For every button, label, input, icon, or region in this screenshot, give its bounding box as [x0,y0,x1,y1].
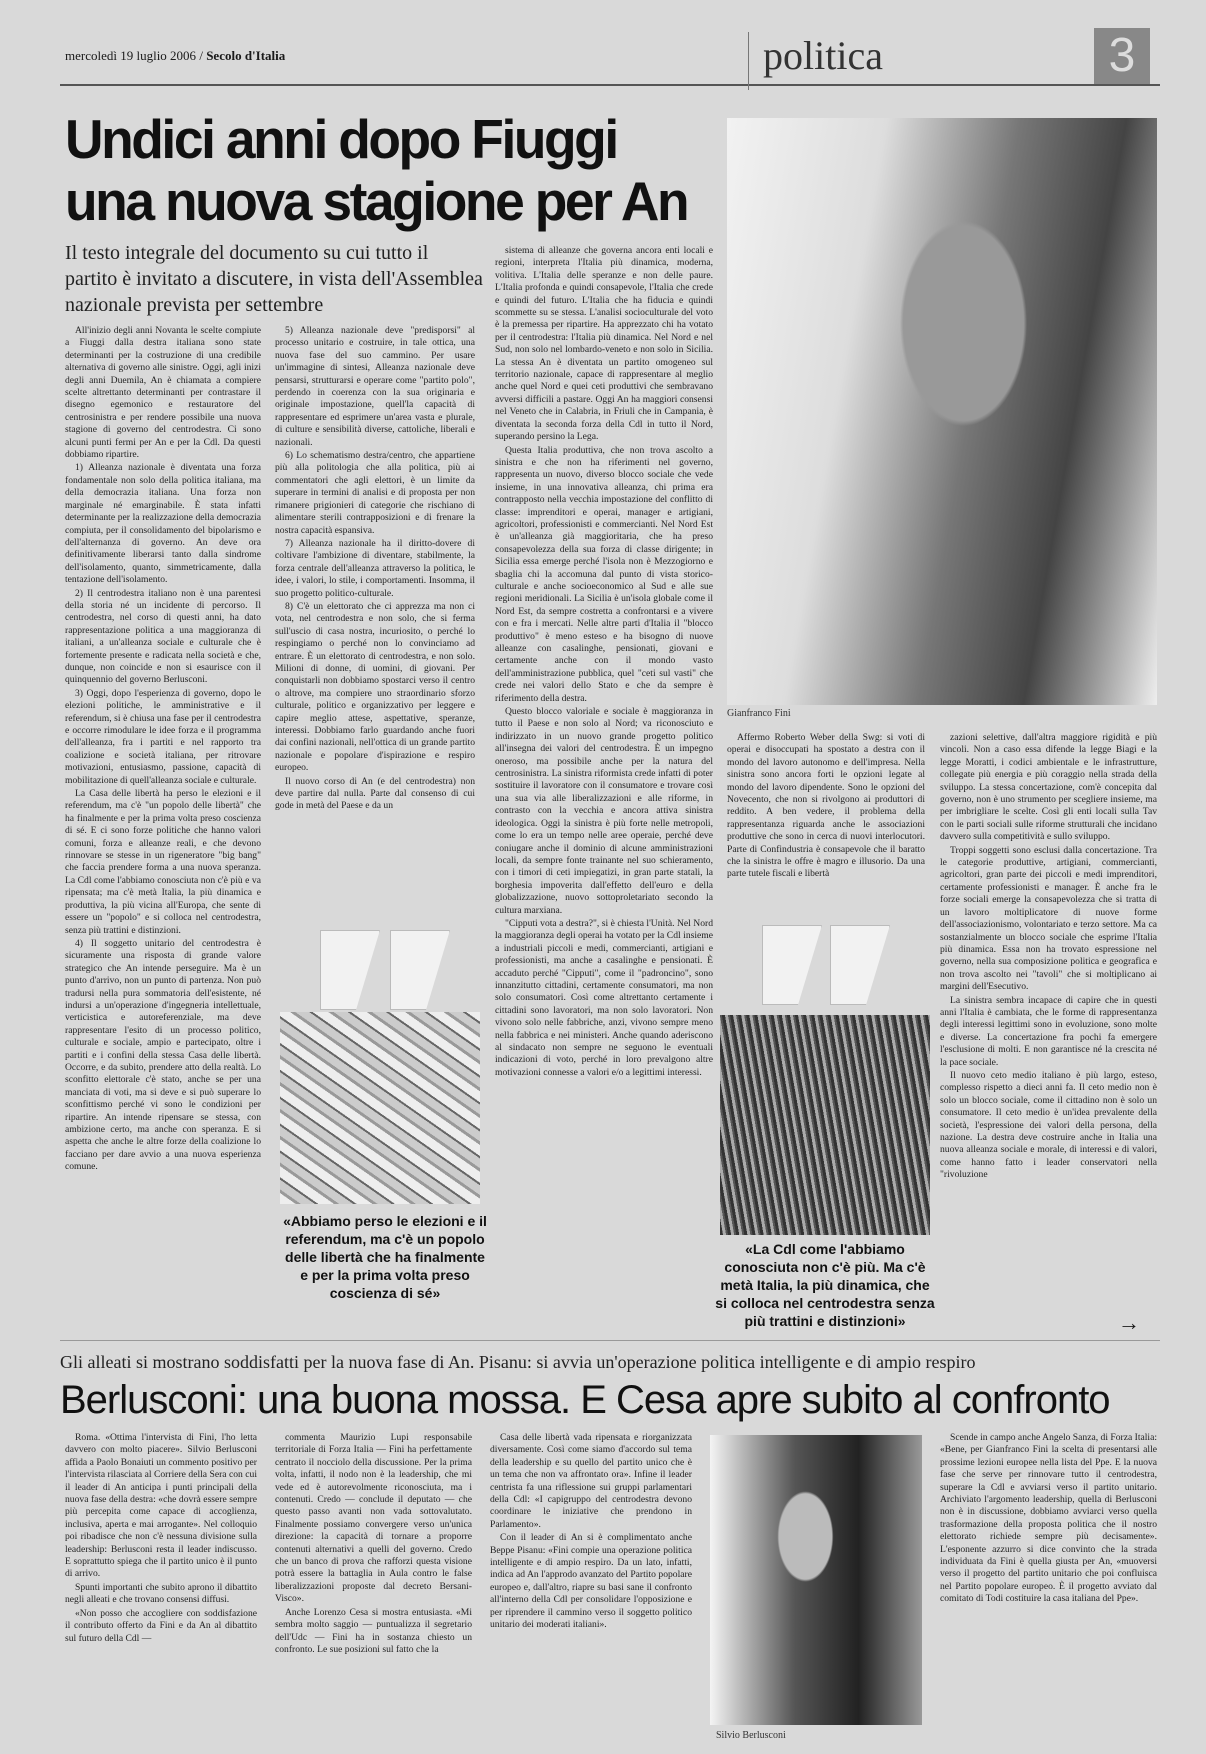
quote-mark-icon [320,930,380,1010]
article-column-4 [727,732,925,912]
headline-line-2: una nuova stagione per An [65,170,688,232]
article2-column-3 [490,1432,692,1742]
continue-arrow-icon: → [1118,1310,1140,1335]
paragraph: Affermo Roberto Weber della Swg: si voti di operai e disoccupati ha spostato a destra con il mondo del lavoro autonomo e dell'impresa. Nella sinistra sono ancora forti le opzioni legate al mondo del lavoro dipendente. Sono le opzioni del Novecento, che non si rivolgono ai produttori di reddito. A ben vedere, il problema della rappresentanza riguarda anche le associazioni produttive che sono in cerca di nuovi interlocutori. Parte di Confindustria è consapevole che il baratto che la sinistra le offre è magro e illusorio. Da una parte tutele fiscali e libertà [727,732,925,880]
paragraph: All'inizio degli anni Novanta le scelte compiute a Fiuggi dalla destra italiana sono state determinanti per la costruzione di una credibile alternativa di governo alle sinistre. Oggi, agli inizi degli anni Duemila, An è chiamata a compiere scelte altrettanto determinanti per contrastare il disegno egemonico e restauratore del centrosinistra e per rendere possibile una nuova stagione di governo del centrodestra. Ci sono alcuni punti fermi per An e per la Cdl. Da questi dobbiamo ripartire. [65,325,261,461]
paragraph: 3) Oggi, dopo l'esperienza di governo, dopo le elezioni politiche, le amministrative e il referendum, si è chiusa una fase per il centrodestra e occorre rimodulare le idee forza e il programma dell'alleanza, fra i partiti e nel rapporto tra coalizione e società italiana, per ritrovare motivazioni, entusiasmo, passione, capacità di mobilitazione di quell'alleanza sociale e culturale. [65,687,261,786]
article-divider [60,1340,1160,1341]
pull-quote-2: «La Cdl come l'abbiamo conosciuta non c'è più. Ma c'è metà Italia, la più dinamica, che si colloca nel centrodestra senza più trattini e distinzioni» [715,1241,935,1329]
pull-quote-1: «Abbiamo perso le elezioni e il referendum, ma c'è un popolo delle libertà che ha finalmente e per la prima volta preso coscienza di sé» [283,1213,487,1301]
paragraph: sistema di alleanze che governa ancora enti locali e regioni, interpreta l'Italia più dinamica, moderna, volitiva. L'Italia delle speranze e non delle paure. L'Italia profonda e quindi consapevole, l'Italia che crede e quindi del futuro. L'Italia che ha fiducia e quindi scommette su se stessa. L'analisi socioculturale del voto è la premessa per ripartire. Ha apprezzato chi ha votato per il centrodestra: l'Italia più dinamica. Nel Nord e nel Sud, non solo nel lombardo-veneto e non solo in Sicilia. La stessa An è diventata un partito omogeneo sul territorio nazionale, capace di rappresentare al meglio anche quel Nord e quei ceti produttivi che sembravano avversi difficili a pastare. Oggi An ha maggiori consensi nel Veneto che in Calabria, in Friuli che in Campania, è diventata la seconda forza della Cdl in tutto il Nord, superando persino la Lega. [495,245,713,443]
article-column-5 [940,732,1157,1307]
paragraph: 5) Alleanza nazionale deve "predisporsi" al processo unitario e costruire, in tale ottica, una nuova fase del suo cammino. Per usare un'immagine di sintesi, Alleanza nazionale deve pensarsi, strutturarsi e operare come "partito polo", perdendo in coerenza con la sua originaria e originale impostazione, quell'la capacità di rappresentare ed esprimere un'area vasta e plurale, di culture e sensibilità diverse, cattoliche, liberali e nazionali. [275,325,475,448]
article2-column-1 [65,1432,257,1742]
paragraph: La sinistra sembra incapace di capire che in questi anni l'Italia è cambiata, che le forme di rappresentanza degli interessi legittimi sono in evoluzione, sono molte e diverse. La concertazione fra pochi fa emergere l'esclusione di molti. E non garantisce né la crescita né la pace sociale. [940,994,1157,1068]
article-headline [65,108,705,232]
paragraph: Il nuovo ceto medio italiano è più largo, esteso, complesso rispetto a dieci anni fa. Il ceto medio non è solo un blocco sociale, come il cittadino non è solo un consumatore. Il ceto medio è un'idea prevalente della società, l'espressione dei valori della persona, della nazione. La destra deve costruire anche in Italia una nuova alleanza sociale e morale, di interessi e di valori, come hanno fatto i leader conservatori nella "rivoluzione [940,1069,1157,1181]
article2-column-5 [940,1432,1157,1742]
article-column-2 [275,325,475,925]
paragraph: Il nuovo corso di An (e del centrodestra) non deve partire dal nulla. Parte dal consenso di cui gode in metà del Paese e da un [275,775,475,812]
paragraph: 2) Il centrodestra italiano non è una parentesi della storia né un incidente di percorso. Il centrodestra, nel corso di questi anni, ha dato rappresentazione politica a una maggioranza di italiani, a un'alleanza sociale e culturale che è fortemente presente e radicata nella società e che, dunque, non coincide e non si esaurisce con il quinquennio del governo Berlusconi. [65,587,261,686]
paragraph: «Non posso che accogliere con soddisfazione il contributo offerto da Fini e da An al dibattito sul futuro della Cdl — [65,1607,257,1644]
article-subhead: Il testo integrale del documento su cui tutto il partito è invitato a discutere, in vista dell'Assemblea nazionale prevista per settembre [65,242,483,316]
headline-line-1: Undici anni dopo Fiuggi [65,108,617,170]
quote-mark-icon [762,925,822,1005]
paragraph: zazioni selettive, dall'altra maggiore rigidità e più vincoli. Non a caso essa difende la legge Biagi e la legge Moratti, i codici ambientale e le infrastrutture, collegate più energia e più coraggio nella strada della sviluppo. La stessa concertazione, com'è concepita dal governo, non è uno strumento per scegliere insieme, ma per imbrigliare le scelte. Così gli enti locali sulla Tav con le parti sociali sulle riforme strutturali che incidano davvero sulla competitività e sullo sviluppo. [940,732,1157,843]
paragraph: Con il leader di An si è complimentato anche Beppe Pisanu: «Fini compie una operazione politica intelligente e di ampio respiro. Da un lato, infatti, indica ad An l'approdo avanzato del Partito popolare europeo e, dall'altro, riapre su basi sane il confronto all'interno della Cdl per consolidare l'opposizione e per riprendere il cammino verso il soggetto politico unitario dei moderati italiani». [490,1532,692,1631]
article2-kicker: Gli alleati si mostrano soddisfatti per la nuova fase di An. Pisanu: si avvia un'operazione politica intelligente e di ampio respiro [60,1352,976,1372]
article2-column-2 [275,1432,472,1742]
paragraph: 7) Alleanza nazionale ha il diritto-dovere di coltivare l'ambizione di diventare, stabilmente, la forza centrale dell'alleanza attraverso la politica, le idee, i valori, lo stile, i comportamenti. Insomma, il suo progetto politico-culturale. [275,537,475,599]
paragraph: 8) C'è un elettorato che ci apprezza ma non ci vota, nel centrodestra e non solo, che si ferma sull'uscio di casa nostra, incuriosito, o perché lo respingiamo o perché non lo convinciamo ad entrare. È un elettorato di centrodestra, e non solo. Milioni di donne, di uomini, di giovani. Per conquistarli non dobbiamo spostarci verso il centro o altrove, ma compiere uno straordinario sforzo culturale, politico e organizzativo per leggere e capire meglio attese, aspettative, speranze, interessi. Dobbiamo farlo guardando anche fuori dai confini nazionali, nell'ottica di un grande partito nazionale e popolare d'ispirazione e respiro europeo. [275,600,475,774]
photo-ballots [280,1012,480,1204]
page-number: 3 [1094,28,1150,84]
photo-berlusconi [710,1435,922,1725]
paragraph: "Cipputi vota a destra?", si è chiesta l'Unità. Nel Nord la maggioranza degli operai ha votato per la Cdl insieme a industriali piccoli e medi, commercianti, artigiani e professionisti, ma anche a casalinghe e pensionati. È accaduto perché "Cipputi", come il "padroncino", sono innanzitutto cittadini, certamente consumatori, ma non solo consumatori. Così come altrettanto certamente i cittadini sono lavoratori, ma non solo lavoratori. Non vivono solo nelle fabbriche, anzi, vivono sempre meno nella fabbrica e nei ministeri. Anche quando aderiscono al sindacato non sempre ne seguono le eventuali indicazioni di voto, perché in loro prevalgono altre motivazioni connesse a valori e/o a legittimi interessi. [495,917,713,1078]
paragraph: 6) Lo schematismo destra/centro, che appartiene più alla politologia che alla politica, più ai commentatori che agli elettori, è un limite da superare in termini di analisi e di proposta per non rimanere prigionieri di categorie che rischiano di alimentare sterili contrapposizioni e di frenare la nostra capacità espansiva. [275,450,475,536]
photo-caption-berlusconi: Silvio Berlusconi [716,1730,786,1741]
article-column-3 [495,245,713,1335]
paragraph: commenta Maurizio Lupi responsabile territoriale di Forza Italia — Fini ha perfettamente centrato il nocciolo della discussione. Per la prima volta, infatti, il nodo non è la leadership, che mi vede ed è autorevolmente riconosciuta, ma i contenuti. Credo — conclude il deputato — che questo passo avanti non vada sottovalutato. Finalmente possiamo convergere verso un'unica direzione: la capacità di tornare a proporre contenuti alternativi a quelli del governo. Credo che un banco di prova che rafforzi questa visione potrà essere la battaglia in Aula contro le false liberalizzazioni proposte dal decreto Bersani-Visco». [275,1432,472,1605]
section-title: politica [748,32,958,90]
article2-headline: Berlusconi: una buona mossa. E Cesa apre subito al confronto [60,1378,1110,1422]
photo-crowd [720,1015,930,1235]
paragraph: Questo blocco valoriale e sociale è maggioranza in tutto il Paese e non solo al Nord; va riconosciuto e indirizzato in un nuovo grande progetto politico all'insegna dei valori del centrodestra. È un impegno oneroso, ma possibile anche per la natura del centrosinistra. La sinistra riformista crede infatti di poter sostituire il lavoratore con il consumatore e trovare così una sua via alle liberalizzazioni e alle riforme, in contrasto con la vecchia e ancora attiva sinistra ideologica. Oggi la sinistra è più forte nelle metropoli, come lo era un tempo nelle aree operaie, perché deve coniugare anche il dominio di alcune amministrazioni locali, da sempre fonte trainante nel suo schieramento, con i timori di ceti impiegatizi, in gran parte statali, la borghesia impoverita dall'effetto dell'euro e della globalizzazione, nuovo sottoproletariato secondo la cultura marxiana. [495,706,713,916]
photo-caption: Gianfranco Fini [727,708,791,719]
paragraph: Spunti importanti che subito aprono il dibattito negli alleati e che trovano consensi diffusi. [65,1581,257,1606]
paragraph: Questa Italia produttiva, che non trova ascolto a sinistra e che non ha riferimenti nel governo, rappresenta un nuovo, diverso blocco sociale che vede insieme, in una innovativa alleanza, chi prima era contrapposto nella vecchia impostazione del conflitto di classe: imprenditori e operai, manager e artigiani, agricoltori, professionisti e commercianti. Nel Nord Est è un'alleanza già maggioritaria, che ha preso consapevolezza della sua forza di classe dirigente; in Sicilia essa emerge perché l'isola non è Mezzogiorno e sbaglia chi la accomuna dal punto di vista storico-culturale e anche socioeconomico al Sud e alle sue regioni meridionali. La Sicilia è un'isola globale come il Nord Est, da sempre costretta a confrontarsi e a vivere con e fra i mercati. Nelle altre parti d'Italia il "blocco produttivo" è meno esteso e ha bisogno di nuove alleanze con casalinghe, pensionati, giovani e certamente anche con il mondo vasto dell'amministrazione pubblica, quel "ceti sul vasti" che crede nei valori dello Stato e che da sempre è riferimento della destra. [495,444,713,704]
photo-fini [727,118,1157,705]
paragraph: Casa delle libertà vada ripensata e riorganizzata diversamente. Così come siamo d'accordo sul tema della leadership e su quello del partito unico che è un tema che non va affrontato ora». Infine il leader centrista fa una riflessione sui gruppi parlamentari della Cdl: «I capigruppo del centrodestra devono coordinare le iniziative che prendono in Parlamento». [490,1432,692,1530]
paragraph: Troppi soggetti sono esclusi dalla concertazione. Tra le categorie produttive, artigiani, commercianti, agricoltori, gran parte dei piccoli e medi imprenditori, certamente professionisti e manager. È anche fra le forze sociali emerge la consapevolezza che si tratta di un lavoro moltiplicatore di nuove forme dell'associazionismo, volontariato e terzo settore. Ma ca sostanzialmente un blocco sociale che esprime l'Italia più dinamica. Essa non ha trovato espressione nel governo, nella sua composizione politica e geografica e non trova ascolto nei "tavoli" che si moltiplicano ai margini dell'Esecutivo. [940,844,1157,993]
paragraph: 4) Il soggetto unitario del centrodestra è sicuramente una risposta di grande valore strategico che An intende perseguire. Ma è un punto d'arrivo, non un punto di partenza. Non può tradursi nella pura sommatoria dell'esistente, né indursi a un'operazione d'ingegneria intellettuale, verticistica e autoreferenziale, ma deve rappresentare l'esito di un processo politico, culturale e sociale, ampio e partecipato, oltre i partiti e i confini della stessa Casa delle libertà. Occorre, e da subito, prendere atto della realtà. Lo sconfitto elettorale c'è stato, anche se per una manciata di voti, ma si deve e si può superare lo sconfittismo perché vi sono le condizioni per ripartire. An intende ripensare se stessa, con ambizione certo, ma anche con speranza. E si aspetta che anche le altre forze della coalizione lo facciano per dare avvio a una nuova esperienza comune. [65,937,261,1173]
header-rule [60,84,1160,86]
paragraph: Scende in campo anche Angelo Sanza, di Forza Italia: «Bene, per Gianfranco Fini la scelta di presentarsi alle prossime lezioni europee nella lista del Ppe. E la nuova fase che serve per rinnovare tutto il centrodestra, superare la Cdl e avviarsi verso il partito unitario. Archiviato l'argomento leadership, quella di Berlusconi non è in discussione, dobbiamo avviarci verso quella trasformazione della proposta politica che il nostro elettorato richiede sempre più decisamente». L'esponente azzurro si dice convinto che la strada individuata da Fini è quella giusta per An, «muoversi verso il progetto del partito unitario che poi confluisca nel Partito popolare europeo. È il progetto avviato dal comitato di Todi costituire la casa italiana del Ppe». [940,1432,1157,1605]
article-column-1 [65,325,261,1335]
quote-mark-icon [390,930,450,1010]
issue-date: mercoledì 19 luglio 2006 / Secolo d'Italia [65,48,286,63]
paragraph: Roma. «Ottima l'intervista di Fini, l'ho letta davvero con molto piacere». Silvio Berlusconi affida a Paolo Bonaiuti un commento positivo per l'intervista rilasciata al Corriere della Sera con cui il leader di An anticipa i punti principali della nuova fase della destra: «che dovrà essere sempre più percepita come capace di accoglienza, inclusiva, aperta e mai arrogante». Nel colloquio poi ribadisce che non c'è nessuna divisione sulla leadership: Berlusconi resta il leader indiscusso. E soprattutto spiega che il partito unico è il punto di arrivo. [65,1432,257,1580]
paragraph: La Casa delle libertà ha perso le elezioni e il referendum, ma c'è "un popolo delle libertà" che ha finalmente e per la prima volta preso coscienza di sé. E ci sono forze politiche che hanno valori comuni, forza e alleanze reali, e che devono rinnovare se stesse in un rigeneratore "big bang" che faccia prendere forma a una nuova speranza. La Cdl come l'abbiamo conosciuta non c'è più e va ripensata; ma c'è metà Italia, la più dinamica e produttiva, la più vicina all'Europa, che sente di essere un "popolo" e si colloca nel centrodestra, senza più trattini e distinzioni. [65,788,261,936]
quote-mark-icon [830,925,890,1005]
paragraph: Anche Lorenzo Cesa si mostra entusiasta. «Mi sembra molto saggio — puntualizza il segretario dell'Udc — Fini ha in sostanza chiesto un confronto. Le sue posizioni sul fatto che la [275,1606,472,1655]
paragraph: 1) Alleanza nazionale è diventata una forza fondamentale non solo della politica italiana, ma della democrazia italiana. Una forza non marginale né emarginabile. È stata infatti determinante per la realizzazione della democrazia compiuta, per il consolidamento del bipolarismo e dell'alternanza di governo. An deve ora definitivamente liberarsi tanto dalla sindrome dell'isolamento, quanto, simmetricamente, dalla tentazione dell'isolamento. [65,462,261,586]
